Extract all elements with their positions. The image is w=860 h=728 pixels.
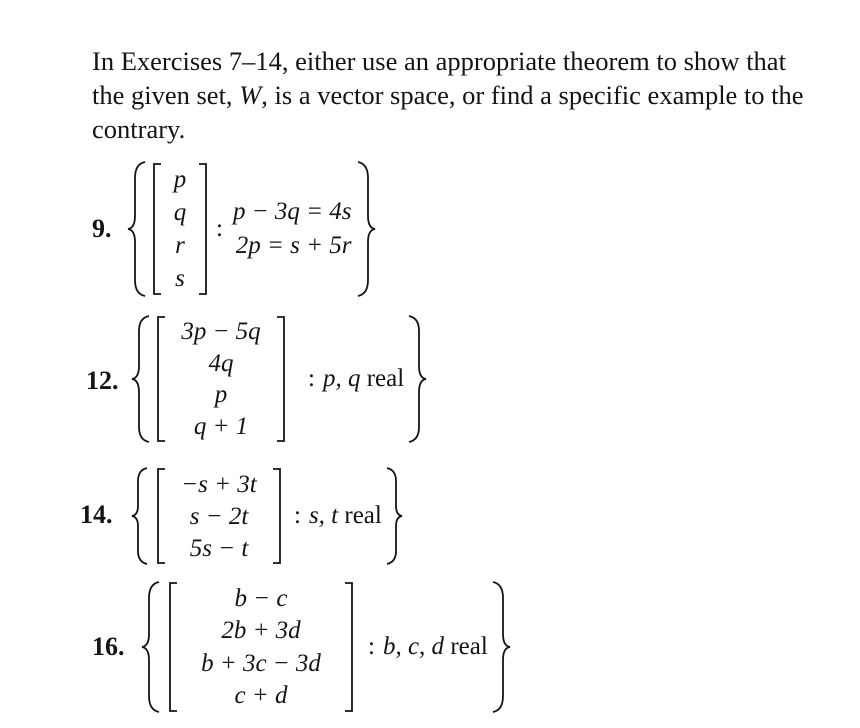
matrix-entry: 3p − 5q [181, 318, 261, 346]
exercise-9-conditions [233, 195, 351, 263]
exercise-12-condition [323, 365, 404, 393]
exercise-12-number: 12. [86, 366, 119, 395]
right-bracket-icon [272, 468, 282, 564]
matrix-entry: b − c [234, 584, 288, 612]
exercise-9-number: 9. [92, 214, 112, 243]
right-brace-icon [384, 466, 404, 566]
matrix-entry: b + 3c − 3d [201, 649, 321, 677]
left-bracket-icon [156, 468, 166, 564]
matrix-entry: p [214, 381, 228, 409]
exercise-9-matrix [152, 163, 208, 295]
exercise-16-matrix [168, 582, 354, 712]
exercise-12 [130, 314, 428, 444]
set-separator: : [368, 633, 375, 660]
condition-equation: 2p = s + 5r [235, 232, 352, 259]
condition-variables: p, q [322, 365, 361, 392]
condition-variables: s, t [308, 502, 339, 529]
matrix-entry: q + 1 [193, 412, 249, 440]
instructions-text-1: In Exercises 7–14, either use an appropriate theorem to show that the given set, [92, 46, 786, 110]
left-brace-icon [130, 466, 150, 566]
matrix-entry: c + d [234, 682, 288, 710]
left-bracket-icon [152, 163, 162, 295]
left-bracket-icon [156, 316, 166, 442]
matrix-entry: q [173, 199, 187, 226]
set-separator: : [294, 502, 301, 529]
exercise-16-condition [383, 633, 488, 661]
exercise-14-matrix [156, 468, 282, 564]
right-bracket-icon [198, 163, 208, 295]
matrix-entry: s − 2t [189, 502, 249, 530]
exercise-14 [130, 466, 404, 566]
condition-variables: b, c, d [382, 633, 445, 660]
right-brace-icon [406, 314, 428, 444]
exercise-14-number: 14. [80, 500, 113, 529]
instructions-paragraph [92, 44, 822, 146]
right-brace-icon [490, 580, 512, 714]
condition-word: real [366, 365, 405, 392]
right-bracket-icon [276, 316, 286, 442]
matrix-entry: 2b + 3d [221, 617, 301, 645]
left-bracket-icon [168, 582, 178, 712]
left-brace-icon [140, 580, 162, 714]
exercise-14-condition [309, 502, 382, 530]
right-brace-icon [355, 160, 377, 298]
left-brace-icon [130, 314, 152, 444]
set-separator: : [308, 365, 315, 392]
right-bracket-icon [344, 582, 354, 712]
exercise-12-matrix [156, 316, 286, 442]
set-separator: : [216, 215, 223, 242]
matrix-entry: 4q [208, 349, 234, 377]
condition-word: real [344, 502, 382, 529]
instructions-text-2: , is a vector space, or find a specific example to the contrary. [92, 80, 804, 144]
exercise-9 [126, 160, 377, 298]
condition-equation: p − 3q = 4s [232, 198, 352, 225]
left-brace-icon [126, 160, 148, 298]
matrix-entry: s [175, 265, 185, 292]
matrix-entry: p [173, 166, 187, 193]
instructions-variable: W [239, 80, 262, 110]
exercise-16 [140, 580, 512, 714]
condition-word: real [450, 633, 488, 660]
matrix-entry: 5s − t [189, 534, 249, 562]
exercise-16-number: 16. [92, 632, 125, 661]
matrix-entry: −s + 3t [181, 470, 257, 498]
matrix-entry: r [175, 232, 185, 259]
